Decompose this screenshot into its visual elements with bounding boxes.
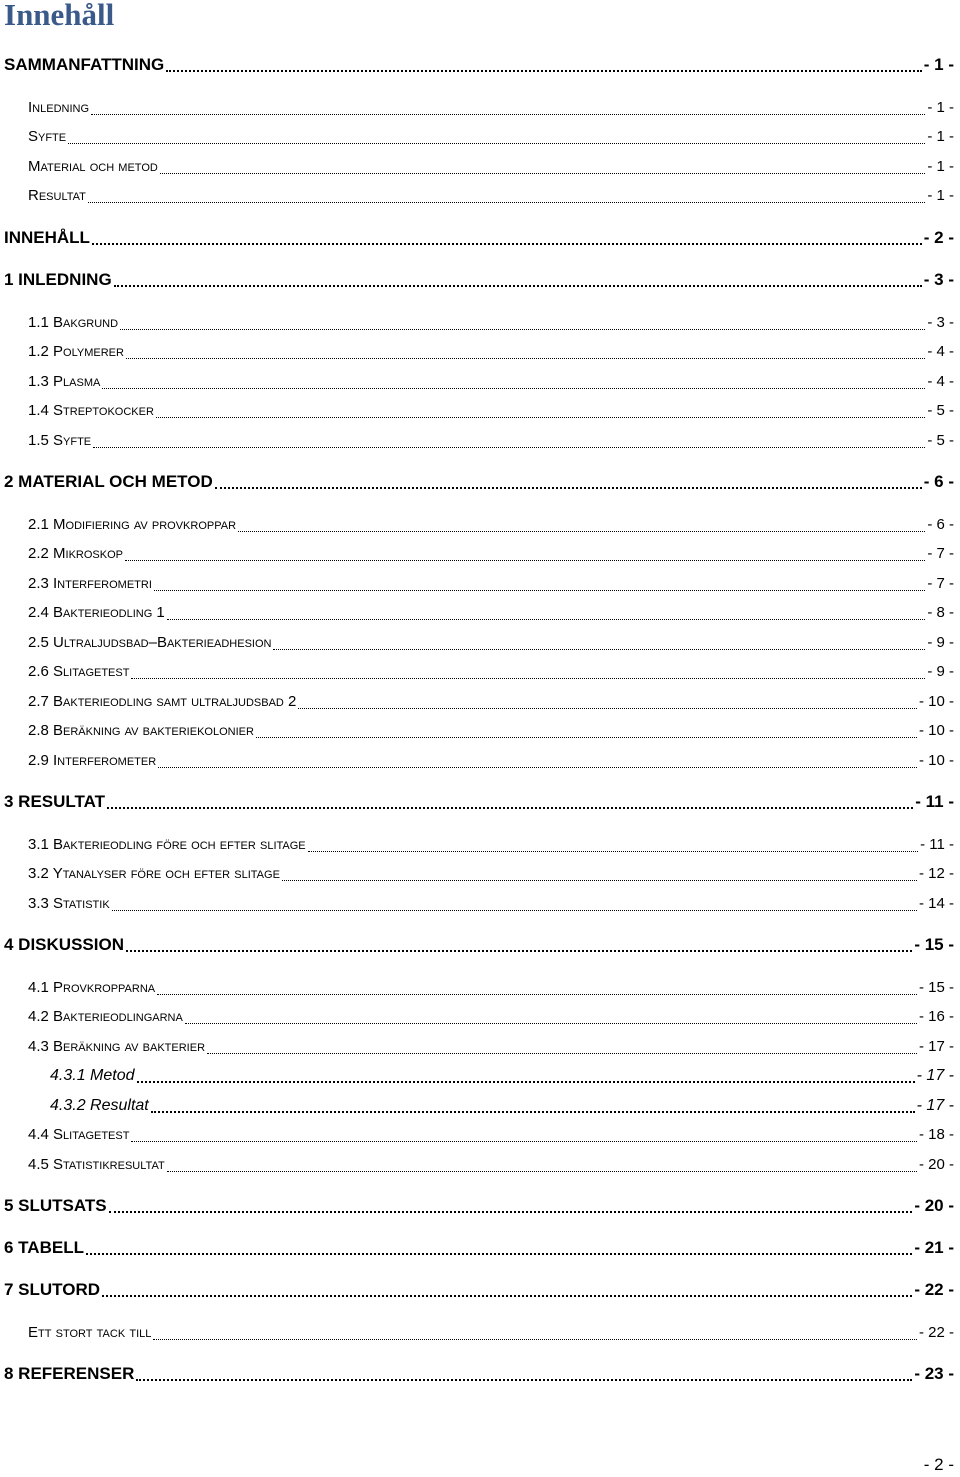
toc-entry-label: 2.1 Modifiering av provkroppar xyxy=(28,516,237,533)
toc-entry-label: INNEHÅLL xyxy=(4,228,90,247)
page-number: - 2 - xyxy=(923,1455,954,1474)
toc-entry-label: 4.1 Provkropparna xyxy=(28,979,156,996)
toc-entry-page: - 20 - xyxy=(914,1196,954,1215)
dot-leader xyxy=(167,1171,917,1172)
toc-entry[interactable] xyxy=(4,1277,954,1301)
toc-entry-label: 2.9 Interferometer xyxy=(28,752,157,769)
dot-leader xyxy=(114,285,922,287)
toc-entry[interactable] xyxy=(4,659,954,683)
dot-leader xyxy=(160,173,926,174)
dot-leader xyxy=(131,1141,917,1142)
toc-entry-page: - 9 - xyxy=(927,663,954,680)
dot-leader xyxy=(102,1295,912,1297)
toc-entry[interactable] xyxy=(4,1235,954,1259)
toc-entry-page: - 4 - xyxy=(927,373,954,390)
toc-entry-page: - 1 - xyxy=(927,128,954,145)
toc-entry[interactable] xyxy=(4,310,954,334)
toc-entry-label: 7 SLUTORD xyxy=(4,1280,101,1299)
toc-entry[interactable] xyxy=(4,267,954,291)
toc-entry-label: 2.4 Bakterieodling 1 xyxy=(28,604,165,621)
toc-entry-label: Inledning xyxy=(28,99,90,116)
toc-entry-page: - 17 - xyxy=(916,1097,954,1114)
toc-entry-page: - 1 - xyxy=(927,187,954,204)
toc-entry[interactable] xyxy=(4,600,954,624)
toc-entry-label: 2.6 Slitagetest xyxy=(28,663,130,680)
dot-leader xyxy=(120,329,925,330)
dot-leader xyxy=(166,70,922,72)
toc-entry-label: 2 MATERIAL OCH METOD xyxy=(4,472,213,491)
toc-entry-label: SAMMANFATTNING xyxy=(4,55,165,74)
toc-entry-page: - 1 - xyxy=(927,99,954,116)
toc-entry-label: 8 REFERENSER xyxy=(4,1364,135,1383)
dot-leader xyxy=(137,1081,915,1083)
toc-entry-label: 3.1 Bakterieodling före och efter slitage xyxy=(28,836,306,853)
toc-entry-label: 3.2 Ytanalyser före och efter slitage xyxy=(28,865,280,882)
dot-leader xyxy=(93,447,925,448)
toc-entry-page: - 15 - xyxy=(914,935,954,954)
toc-entry[interactable] xyxy=(4,689,954,713)
dot-leader xyxy=(68,143,925,144)
dot-leader xyxy=(92,243,922,245)
toc-entry-label: 2.5 Ultraljudsbad–Bakterieadhesion xyxy=(28,634,272,651)
toc-entry-page: - 6 - xyxy=(923,472,954,491)
toc-entry-page: - 23 - xyxy=(914,1364,954,1383)
dot-leader xyxy=(158,767,917,768)
toc-entry[interactable] xyxy=(4,932,954,956)
dot-leader xyxy=(126,950,912,952)
toc-entry[interactable] xyxy=(4,1093,954,1117)
toc-entry[interactable] xyxy=(4,1320,954,1344)
toc-entry-label: 1 INLEDNING xyxy=(4,270,112,289)
toc-entry[interactable] xyxy=(4,789,954,813)
dot-leader xyxy=(88,202,925,203)
toc-entry[interactable] xyxy=(4,1034,954,1058)
toc-entry[interactable] xyxy=(4,541,954,565)
toc-entry-page: - 22 - xyxy=(918,1324,954,1341)
toc-entry[interactable] xyxy=(4,428,954,452)
toc-entry-page: - 11 - xyxy=(915,792,954,811)
toc-entry[interactable] xyxy=(4,891,954,915)
toc-entry[interactable] xyxy=(4,469,954,493)
toc-entry[interactable] xyxy=(4,975,954,999)
toc-entry-page: - 3 - xyxy=(927,314,954,331)
toc-entry[interactable] xyxy=(4,1193,954,1217)
toc-entry[interactable] xyxy=(4,630,954,654)
page-title: Innehåll xyxy=(4,0,115,32)
toc-entry-label: 4.2 Bakterieodlingarna xyxy=(28,1008,183,1025)
toc-entry-page: - 1 - xyxy=(927,158,954,175)
toc-entry[interactable] xyxy=(4,1361,954,1385)
dot-leader xyxy=(91,114,925,115)
dot-leader xyxy=(131,678,925,679)
toc-entry-page: - 8 - xyxy=(927,604,954,621)
dot-leader xyxy=(282,880,917,881)
dot-leader xyxy=(125,560,925,561)
toc-entry-label: 5 SLUTSATS xyxy=(4,1196,107,1215)
dot-leader xyxy=(157,994,917,995)
toc-entry-label: 2.7 Bakterieodling samt ultraljudsbad 2 xyxy=(28,693,297,710)
dot-leader xyxy=(154,590,925,591)
toc-entry-label: 6 TABELL xyxy=(4,1238,84,1257)
toc-entry-label: 3.3 Statistik xyxy=(28,895,110,912)
toc-entry[interactable] xyxy=(4,1122,954,1146)
toc-entry-page: - 21 - xyxy=(914,1238,954,1257)
toc-entry[interactable] xyxy=(4,571,954,595)
dot-leader xyxy=(107,807,913,809)
dot-leader xyxy=(215,487,922,489)
toc-entry-label: Ett stort tack till xyxy=(28,1324,152,1341)
toc-entry[interactable] xyxy=(4,748,954,772)
dot-leader xyxy=(238,531,925,532)
toc-entry-page: - 5 - xyxy=(927,432,954,449)
toc-entry-page: - 10 - xyxy=(918,752,954,769)
toc-entry-page: - 3 - xyxy=(923,270,954,289)
toc-entry-label: 2.3 Interferometri xyxy=(28,575,152,592)
toc-entry-label: 1.5 Syfte xyxy=(28,432,92,449)
toc-entry-page: - 7 - xyxy=(927,575,954,592)
toc-entry[interactable] xyxy=(4,52,954,76)
toc-entry-page: - 16 - xyxy=(918,1008,954,1025)
toc-entry-page: - 14 - xyxy=(918,895,954,912)
toc-entry[interactable] xyxy=(4,1152,954,1176)
toc-entry[interactable] xyxy=(4,154,954,178)
toc-entry-label: 2.2 Mikroskop xyxy=(28,545,123,562)
toc-entry-label: 1.4 Streptokocker xyxy=(28,402,154,419)
toc-entry[interactable] xyxy=(4,124,954,148)
dot-leader xyxy=(298,708,917,709)
toc-entry-page: - 17 - xyxy=(918,1038,954,1055)
dot-leader xyxy=(109,1211,913,1213)
dot-leader xyxy=(86,1253,912,1255)
toc-entry-page: - 1 - xyxy=(923,55,954,74)
toc-entry[interactable] xyxy=(4,225,954,249)
toc-entry-label: 4.3.1 Metod xyxy=(50,1067,135,1084)
toc-entry[interactable] xyxy=(4,95,954,119)
toc-entry[interactable] xyxy=(4,718,954,742)
toc-entry[interactable] xyxy=(4,398,954,422)
toc-entry[interactable] xyxy=(4,369,954,393)
toc-entry-label: 4.5 Statistikresultat xyxy=(28,1156,165,1173)
toc-entry-label: 3 RESULTAT xyxy=(4,792,106,811)
toc-entry-label: Syfte xyxy=(28,128,67,145)
dot-leader xyxy=(308,851,918,852)
toc-entry[interactable] xyxy=(4,861,954,885)
toc-entry-page: - 2 - xyxy=(923,228,954,247)
toc-entry[interactable] xyxy=(4,1063,954,1087)
dot-leader xyxy=(185,1023,917,1024)
toc-entry-page: - 18 - xyxy=(918,1126,954,1143)
dot-leader xyxy=(136,1379,912,1381)
dot-leader xyxy=(167,619,926,620)
toc-entry-page: - 6 - xyxy=(927,516,954,533)
dot-leader xyxy=(156,417,925,418)
toc-entry-label: Resultat xyxy=(28,187,86,204)
toc-entry-page: - 5 - xyxy=(927,402,954,419)
dot-leader xyxy=(102,388,925,389)
toc-entry-page: - 4 - xyxy=(927,343,954,360)
toc-entry[interactable] xyxy=(4,339,954,363)
toc-entry-page: - 12 - xyxy=(918,865,954,882)
toc-entry-page: - 15 - xyxy=(918,979,954,996)
toc-entry[interactable] xyxy=(4,832,954,856)
toc-entry-label: Material och metod xyxy=(28,158,158,175)
dot-leader xyxy=(256,737,917,738)
toc-entry-label: 1.3 Plasma xyxy=(28,373,101,390)
toc-entry-label: 4.3 Beräkning av bakterier xyxy=(28,1038,206,1055)
toc-entry-label: 1.1 Bakgrund xyxy=(28,314,119,331)
toc-entry-label: 4.4 Slitagetest xyxy=(28,1126,130,1143)
toc-entry[interactable] xyxy=(4,512,954,536)
toc-entry-label: 4.3.2 Resultat xyxy=(50,1097,149,1114)
dot-leader xyxy=(207,1053,917,1054)
dot-leader xyxy=(126,358,925,359)
dot-leader xyxy=(153,1339,917,1340)
toc-entry-page: - 11 - xyxy=(920,836,954,853)
toc-entry-page: - 9 - xyxy=(927,634,954,651)
toc-entry-page: - 22 - xyxy=(914,1280,954,1299)
toc-entry-label: 4 DISKUSSION xyxy=(4,935,124,954)
toc-entry-label: 1.2 Polymerer xyxy=(28,343,124,360)
toc-entry-label: 2.8 Beräkning av bakteriekolonier xyxy=(28,722,254,739)
toc-entry-page: - 10 - xyxy=(918,722,954,739)
dot-leader xyxy=(273,649,925,650)
toc-entry-page: - 7 - xyxy=(927,545,954,562)
toc-entry-page: - 10 - xyxy=(918,693,954,710)
toc-entry[interactable] xyxy=(4,183,954,207)
dot-leader xyxy=(151,1111,915,1113)
toc-entry-page: - 20 - xyxy=(918,1156,954,1173)
toc-entry[interactable] xyxy=(4,1004,954,1028)
dot-leader xyxy=(112,910,917,911)
toc-entry-page: - 17 - xyxy=(916,1067,954,1084)
